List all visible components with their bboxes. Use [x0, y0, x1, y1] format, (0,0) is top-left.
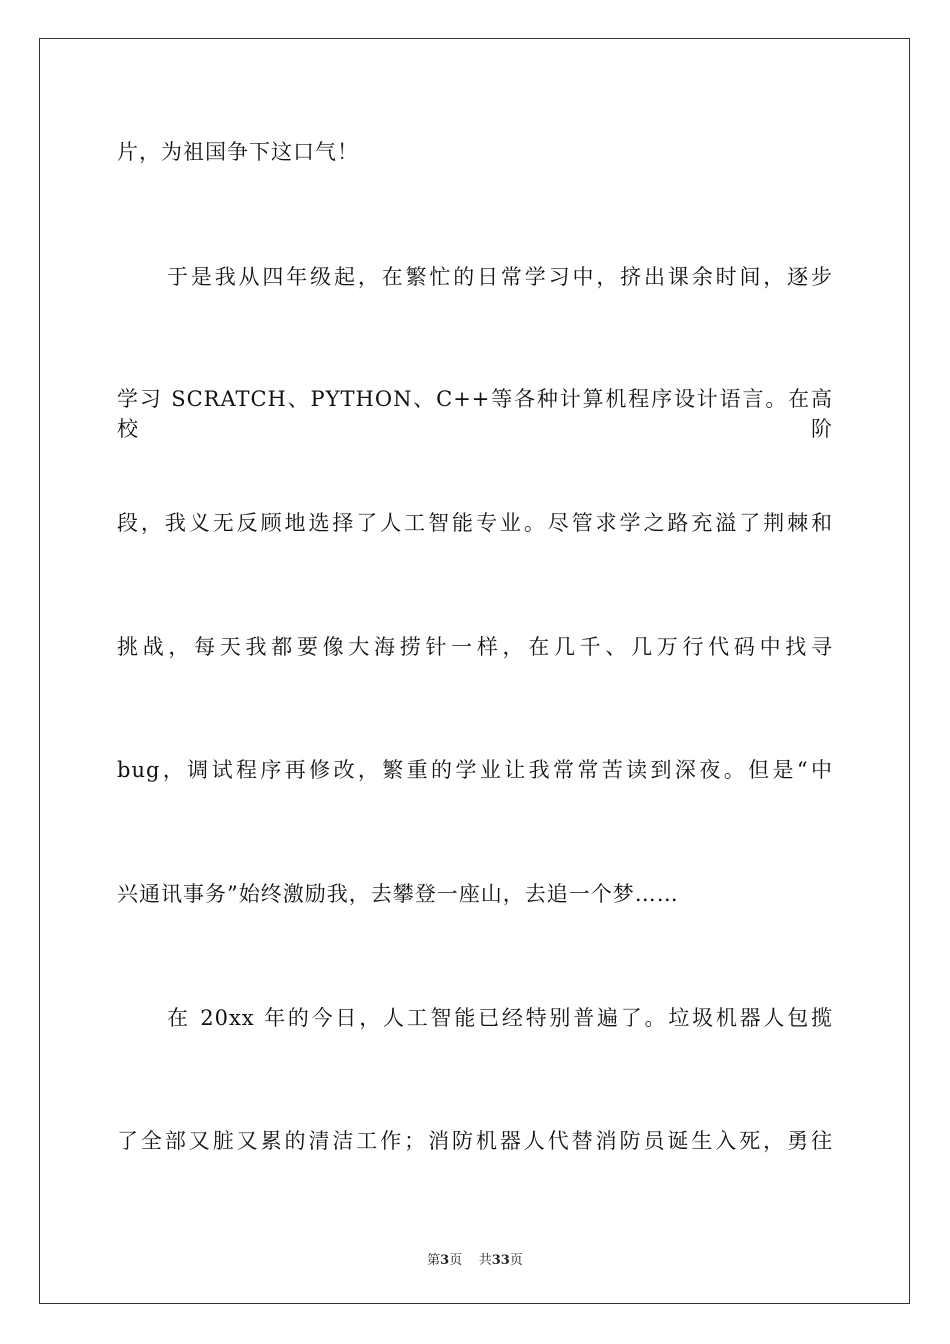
footer-page-prefix: 第 — [427, 1253, 441, 1268]
text-line-1: 片，为祖国争下这口气！ — [117, 140, 359, 164]
text-line-9: 了全部又脏又累的清洁工作；消防机器人代替消防员诞生入死，勇往 — [117, 1129, 833, 1153]
text-line-7: 兴通讯事务”始终激励我，去攀登一座山，去追一个梦…… — [117, 882, 679, 906]
footer-page-number: 3 — [440, 1253, 450, 1268]
footer-total-suffix: 页 — [509, 1253, 523, 1268]
text-line-6: bug，调试程序再修改，繁重的学业让我常常苦读到深夜。但是“中 — [117, 758, 833, 782]
text-line-8: 在 20xx 年的今日，人工智能已经特别普遍了。垃圾机器人包揽 — [167, 1006, 833, 1030]
footer-total-prefix: 共 — [478, 1253, 492, 1268]
page-footer — [0, 1249, 950, 1268]
text-line-3: 学习 SCRATCH、PYTHON、C++等各种计算机程序设计语言。在高校阶 — [117, 387, 833, 441]
text-line-2: 于是我从四年级起，在繁忙的日常学习中，挤出课余时间，逐步 — [167, 265, 833, 289]
text-line-4: 段，我义无反顾地选择了人工智能专业。尽管求学之路充溢了荆棘和 — [117, 511, 833, 535]
footer-page-suffix: 页 — [449, 1253, 463, 1268]
page-border — [39, 38, 910, 1304]
text-line-5: 挑战，每天我都要像大海捞针一样，在几千、几万行代码中找寻 — [117, 635, 833, 659]
footer-total-pages: 33 — [491, 1253, 510, 1268]
